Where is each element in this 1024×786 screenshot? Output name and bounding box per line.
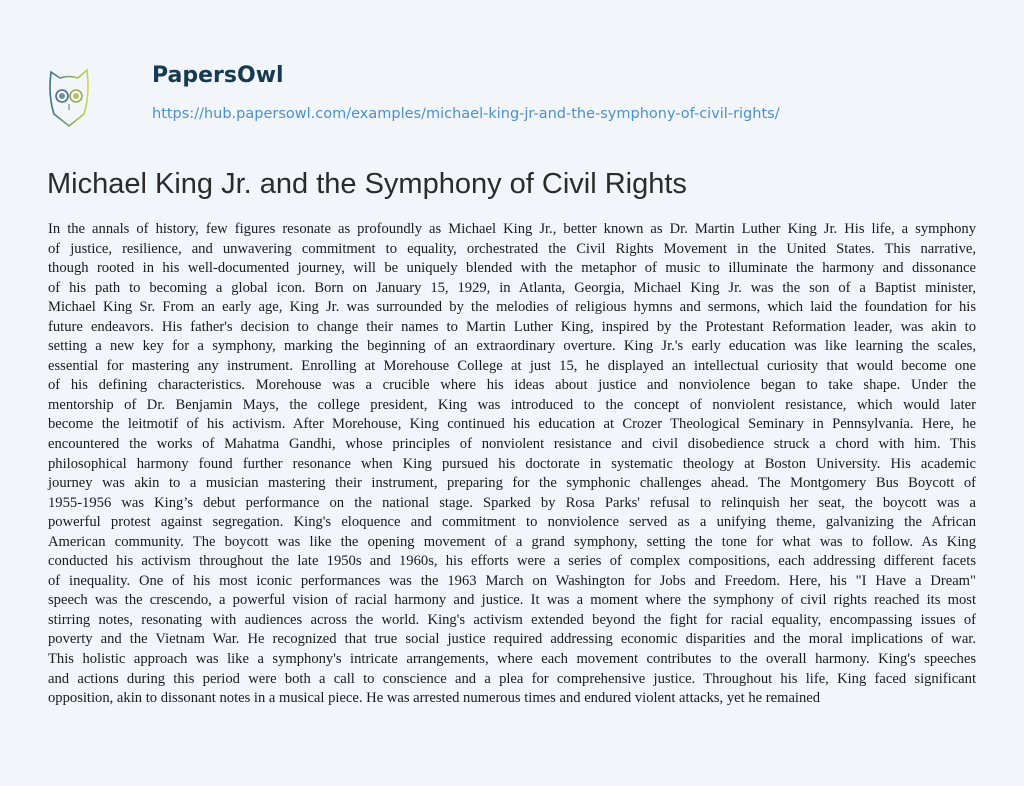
article-title: Michael King Jr. and the Symphony of Civil Rights — [47, 168, 687, 200]
article-text-line: though rooted in his well-documented journey, will be uniquely blended with the metaphor of music to illuminate the harmony and dissonance — [48, 260, 976, 277]
article-text-line: encountered the works of Mahatma Gandhi, whose principles of nonviolent resistance and civil disobedience struck a chord with him. This — [48, 436, 976, 453]
article-text-line: become the leitmotif of his activism. After Morehouse, King continued his education at Crozer Theological Seminary in Pennsylvania. Here, he — [48, 416, 976, 433]
article-text-line: stirring notes, resonating with audiences across the world. King's activism extended beyond the fight for racial equality, encompassing issues of — [48, 611, 976, 628]
papersowl-owl-logo-icon — [48, 66, 88, 126]
article-text-line: future endeavors. His father's decision to change their names to Martin Luther King, inspired by the Protestant Reformation leader, was akin to — [48, 318, 976, 335]
article-text-line: of inequality. One of his most iconic performances was the 1963 March on Washington for Jobs and Freedom. Here, his "I Have a Dream" — [48, 572, 976, 589]
article-text-line: American community. The boycott was like the opening movement of a grand symphony, setting the tone for what was to follow. As King — [48, 533, 976, 550]
article-text-line: 1955-1956 was King’s debut performance on the national stage. Sparked by Rosa Parks' refusal to relinquish her seat, the boycott was a — [48, 494, 976, 511]
article-text-line: poverty and the Vietnam War. He recognized that true social justice required addressing economic disparities and the moral implications of war. — [48, 631, 976, 648]
article-body — [48, 220, 976, 709]
article-text-line: mentorship of Dr. Benjamin Mays, the college president, King was introduced to the concept of nonviolent resistance, which would later — [48, 396, 976, 413]
article-text-line: powerful protest against segregation. King's eloquence and commitment to nonviolence served as a unifying theme, galvanizing the African — [48, 514, 976, 531]
brand-name: PapersOwl — [152, 63, 284, 88]
article-text-line: In the annals of history, few figures resonate as profoundly as Michael King Jr., better known as Dr. Martin Luther King Jr. His life, a symphony — [48, 221, 976, 237]
article-text-line: opposition, akin to dissonant notes in a musical piece. He was arrested numerous times and endured violent attacks, yet he remained — [48, 690, 821, 707]
article-text-line: of his path to becoming a global icon. Born on January 15, 1929, in Atlanta, Georgia, Michael King Jr. was the son of a Baptist minister, — [48, 279, 976, 296]
article-text-line: speech was the crescendo, a powerful vision of racial harmony and justice. It was a moment where the symphony of civil rights reached its most — [48, 592, 976, 609]
article-text-line: journey was akin to a musician mastering their instrument, preparing for the symphonic challenges ahead. The Montgomery Bus Boycott of — [48, 475, 976, 492]
article-text-line: Michael King Sr. From an early age, King Jr. was surrounded by the melodies of religious hymns and sermons, which laid the foundation for his — [48, 299, 976, 316]
article-text-line: of his defining characteristics. Morehouse was a crucible where his ideas about justice and nonviolence began to take shape. Under the — [48, 377, 976, 394]
article-text-line: essential for mastering any instrument. Enrolling at Morehouse College at just 15, he displayed an intellectual curiosity that would become one — [48, 357, 976, 374]
article-text-line: of justice, resilience, and unwavering commitment to equality, orchestrated the Civil Rights Movement in the United States. This narrative, — [48, 240, 976, 257]
article-text-line: conducted his activism throughout the late 1950s and 1960s, his efforts were a series of complex compositions, each addressing different facets — [48, 553, 976, 570]
article-text-line: This holistic approach was like a symphony's intricate arrangements, where each movement contributes to the overall harmony. King's speeches — [48, 651, 976, 668]
article-text-line: philosophical harmony found further resonance when King pursued his doctorate in systematic theology at Boston University. His academic — [48, 455, 976, 472]
page-url-link[interactable]: https://hub.papersowl.com/examples/michael-king-jr-and-the-symphony-of-civil-rights/ — [152, 106, 780, 122]
article-text-line: setting a new key for a symphony, marking the beginning of an extraordinary overture. King Jr.'s early education was like learning the scales, — [48, 338, 976, 355]
article-text-line: and actions during this period were both a call to conscience and a plea for comprehensive justice. Throughout his life, King faced significant — [48, 670, 976, 687]
